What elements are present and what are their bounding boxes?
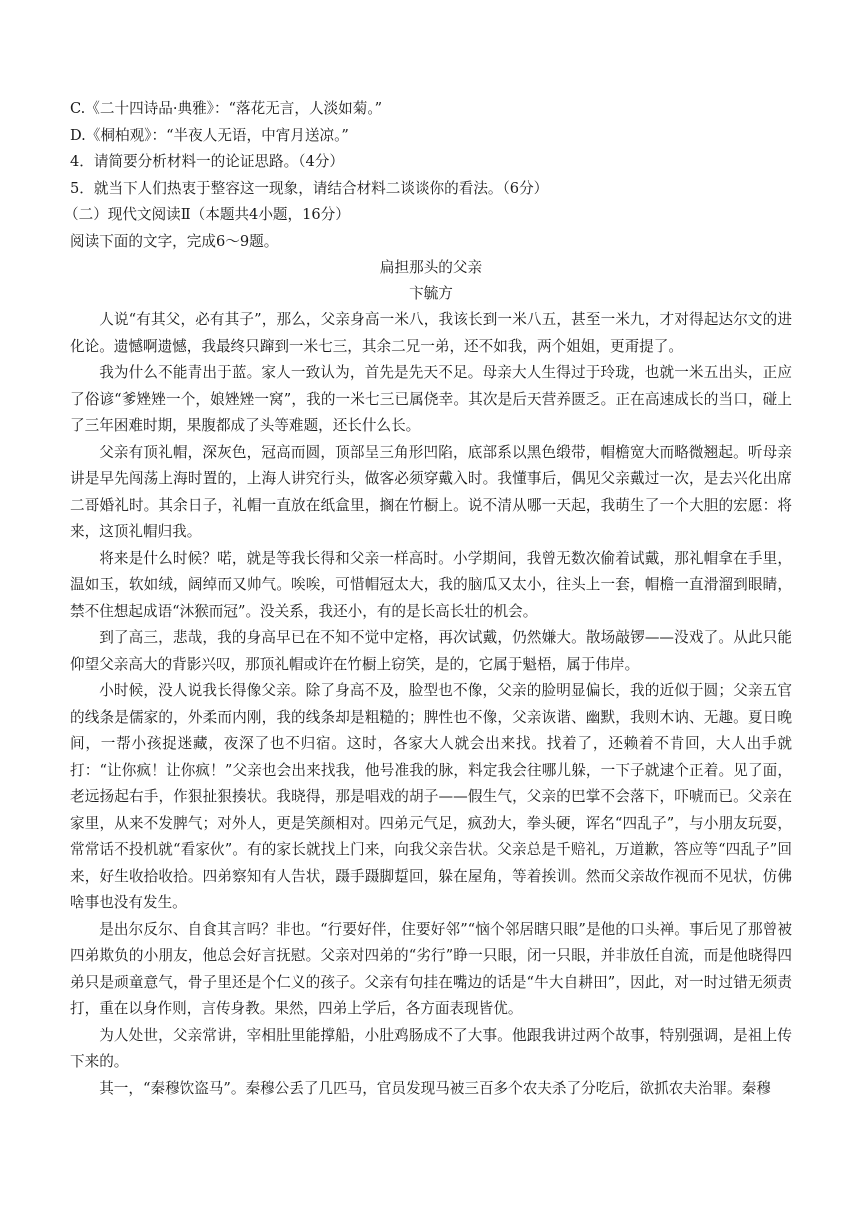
paragraph: 为人处世，父亲常讲，宰相肚里能撑船，小肚鸡肠成不了大事。他跟我讲过两个故事，特别强调，是祖上传下来的。 (70, 1026, 792, 1070)
paragraph: 小时候，没人说我长得像父亲。除了身高不及，脸型也不像，父亲的脸明显偏长，我的近似于圆；父亲五官的线条是儒家的，外柔而内刚，我的线条却是粗糙的；脾性也不像，父亲诙谐、幽默，我则木讷、无趣。夏日晚间，一帮小孩捉迷藏，夜深了也不归宿。这时，各家大人就会出来找。找着了，还赖着不肯回，大人出手就打：“让你疯！让你疯！”父亲也会出来找我，他号准我的脉，料定我会往哪儿躲，一下子就逮个正着。见了面，老远扬起右手，作狠扯狠揍状。我晓得，那是唱戏的胡子——假生气，父亲的巴掌不会落下，吓唬而已。父亲在家里，从来不发脾气；对外人，更是笑颜相对。四弟元气足，疯劲大，拳头硬，诨名“四乱子”，与小朋友玩耍，常常话不投机就“看家伙”。有的家长就找上门来，向我父亲告状。父亲总是千赔礼，万道歉，答应等“四乱子”回来，好生收拾收拾。四弟察知有人告状，蹑手蹑脚踅回，躲在屋角，等着挨训。然而父亲故作视而不见状，仿佛啥事也没有发生。 (70, 682, 792, 911)
option-d: D.《桐柏观》：“半夜人无语，中宵月送凉。” (70, 126, 349, 144)
article (70, 255, 792, 1102)
option-c: C.《二十四诗品·典雅》：“落花无言，人淡如菊。” (70, 100, 383, 117)
section-heading: （二）现代文阅读Ⅱ（本题共4小题，16分） (64, 206, 350, 223)
reading-instruction: 阅读下面的文字，完成6～9题。 (70, 232, 279, 250)
paragraph: 将来是什么时候？喏，就是等我长得和父亲一样高时。小学期间，我曾无数次偷着试戴，那礼帽拿在手里，温如玉，软如绒，阔绰而又帅气。唉唉，可惜帽冠太大，我的脑瓜又太小，往头上一套，帽檐一直滑溜到眼睛，禁不住想起成语“沐猴而冠”。没关系，我还小，有的是长高长壮的机会。 (70, 549, 792, 620)
paragraph: 是出尔反尔、自食其言吗？非也。“行要好伴，住要好邻”“恼个邻居瞎只眼”是他的口头禅。事后见了那曾被四弟欺负的小朋友，他总会好言抚慰。父亲对四弟的“劣行”睁一只眼，闭一只眼，并非放任自流，而是他晓得四弟只是顽童意气，骨子里还是个仁义的孩子。父亲有句挂在嘴边的话是“牛大自耕田”，因此，对一时过错无须责打，重在以身作则，言传身教。果然，四弟上学后，各方面表现皆优。 (70, 920, 792, 1017)
question-block (64, 96, 792, 255)
paragraph: 父亲有顶礼帽，深灰色，冠高而圆，顶部呈三角形凹陷，底部系以黑色缎带，帽檐宽大而略微翘起。听母亲讲是早先闯荡上海时置的，上海人讲究行头，做客必须穿戴入时。我懂事后，偶见父亲戴过一次，是去兴化出席二哥婚礼时。其余日子，礼帽一直放在纸盒里，搁在竹橱上。说不清从哪一天起，我萌生了一个大胆的宏愿：将来，这顶礼帽归我。 (70, 443, 792, 540)
paragraph: 人说“有其父，必有其子”，那么，父亲身高一米八，我该长到一米八五，甚至一米九，才对得起达尔文的进化论。遗憾啊遗憾，我最终只蹿到一米七三，其余二兄一弟，还不如我，两个姐姐，更甭提了。 (70, 311, 792, 355)
paragraph: 我为什么不能青出于蓝。家人一致认为，首先是先天不足。母亲大人生得过于玲珑，也就一米五出头，正应了俗谚“爹矬矬一个，娘矬矬一窝”，我的一米七三已属侥幸。其次是后天营养匮乏。正在高速成长的当口，碰上了三年困难时期，果腹都成了头等难题，还长什么长。 (70, 364, 792, 434)
paragraph: 到了高三，悲哉，我的身高早已在不知不觉中定格，再次试戴，仍然嫌大。散场敲锣——没戏了。从此只能仰望父亲高大的背影兴叹，那顶礼帽或许在竹橱上窃笑，是的，它属于魁梧，属于伟岸。 (70, 629, 792, 673)
article-title: 扁担那头的父亲 (379, 259, 483, 276)
question-5: 5．就当下人们热衷于整容这一现象，请结合材料二谈谈你的看法。（6分） (70, 179, 549, 197)
paragraph: 其一，“秦穆饮盗马”。秦穆公丢了几匹马，官员发现马被三百多个农夫杀了分吃后，欲抓农夫治罪。秦穆 (99, 1079, 771, 1097)
question-4: 4．请简要分析材料一的论证思路。（4分） (70, 153, 344, 170)
article-author: 卞毓方 (409, 285, 453, 302)
